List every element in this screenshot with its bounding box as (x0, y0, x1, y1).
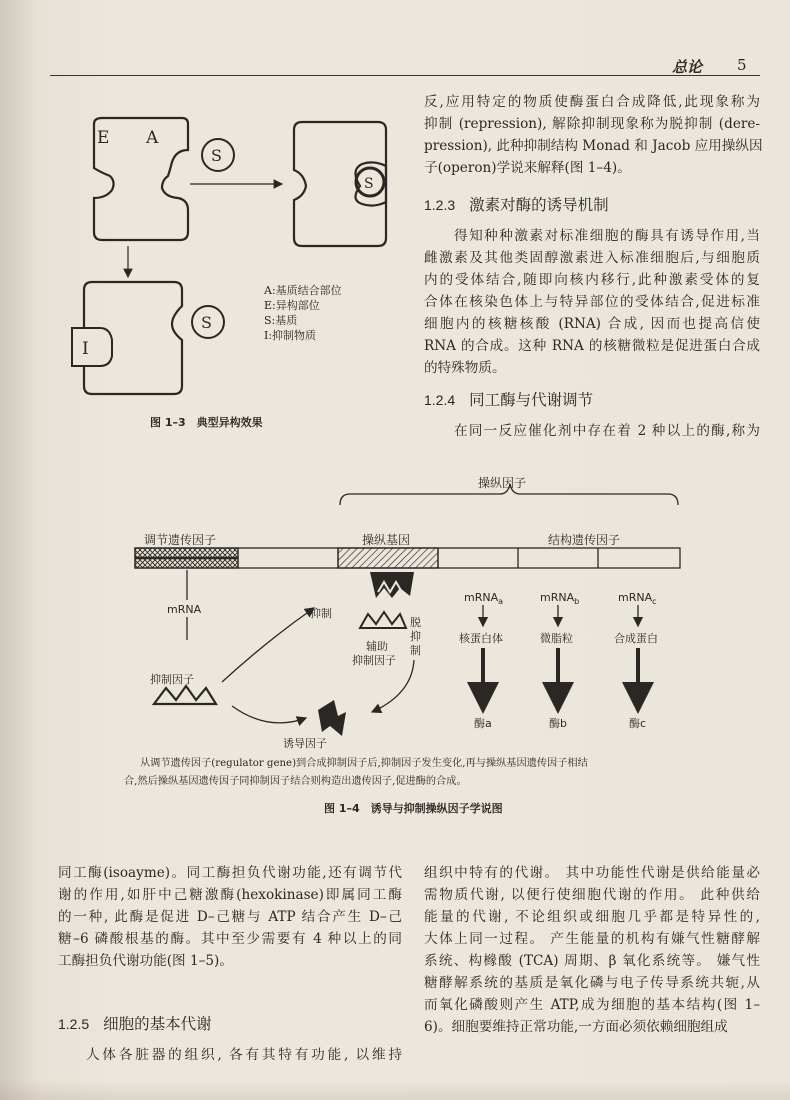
legend-item-a: A:基质结合部位 (264, 284, 342, 297)
label-mrna-b: mRNA$_b$ (540, 591, 580, 606)
arrow-derepress (372, 660, 414, 712)
auxiliary-repressor-shape (360, 612, 406, 628)
label-auxiliary-2: 抑制因子 (352, 654, 396, 667)
fig13-caption: 图 1–3 典型异构效果 (150, 416, 263, 429)
label-structural-genes: 结构遗传因子 (548, 533, 621, 547)
label-enzyme-a: 酶a (474, 717, 492, 730)
label-repressor: 抑制因子 (150, 673, 194, 686)
isozyme-intro-paragraph (424, 420, 760, 442)
legend-item-i: I:抑制物质 (264, 329, 317, 342)
label-product-synthetic-protein: 合成蛋白 (614, 632, 658, 645)
text-line: 组织中特有的代谢。 其中功能性代谢是供给能量必 (424, 865, 760, 881)
fig13-legend (264, 283, 342, 343)
label-operator-gene: 操纵基因 (362, 533, 411, 547)
text-line: 大体上同一过程。 产生能量的机构有嫌气性糖酵解 (424, 931, 760, 947)
text-line: 得知种种激素对标准细胞的酶具有诱导作用,当 (454, 228, 760, 244)
legend-item-e: E:异构部位 (264, 299, 320, 312)
label-mrna-regulator: mRNA (167, 603, 202, 616)
label-s-top: S (211, 146, 222, 165)
text-line: 谢的作用,如肝中己糖激酶(hexokinase)即属同工酶 (58, 887, 402, 903)
bound-repressor-shape (370, 572, 414, 598)
arrow-induce (232, 706, 306, 723)
cell-metabolism-intro-paragraph (58, 1044, 402, 1066)
section-number: 1.2.4 (424, 392, 456, 408)
section-title: 激素对酶的诱导机制 (469, 196, 609, 214)
text-line: 细胞内的核糖核酸 (RNA) 合成, 因而也提高信使 (424, 316, 760, 332)
text-line: 雌激素及其他类固醇激素进入标准细胞后,与细胞质 (424, 250, 760, 266)
label-regulator-gene: 调节遗传因子 (144, 533, 217, 547)
label-derepress-3: 制 (410, 644, 421, 657)
text-line: 反,应用特定的物质使酶蛋白合成降低,此现象称为 (424, 94, 760, 110)
section-number: 1.2.3 (424, 197, 456, 213)
inducer-shape (318, 700, 346, 736)
running-header-title: 总论 (672, 58, 703, 76)
note-line: 从调节遗传因子(regulator gene)到合成抑制因子后,抑制因子发生变化,再与操纵基因遗传因子相结 (140, 758, 588, 769)
hormone-paragraph (424, 225, 760, 379)
label-enzyme-b: 酶b (549, 717, 567, 730)
label-operon: 操纵因子 (478, 476, 527, 490)
section-title: 同工酶与代谢调节 (469, 391, 594, 409)
label-product-liposome: 微脂粒 (540, 632, 573, 645)
label-enzyme-c: 酶c (629, 717, 647, 730)
section-number: 1.2.5 (58, 1016, 90, 1032)
text-line: 同工酶(isoayme)。同工酶担负代谢功能,还有调节代 (58, 865, 402, 881)
text-line: 糖酵解系统的基质是氧化磷与电子传导系统共轭,从 (424, 975, 760, 991)
section-heading-1-2-4 (424, 388, 593, 410)
text-line: 的一种, 此酶是促进 D–己糖与 ATP 结合产生 D–己 (58, 909, 402, 925)
text-line: 在同一反应催化剂中存在着 2 种以上的酶,称为 (454, 423, 760, 439)
text-line: 内的受体结合,随即向核内移行,此种激素受体的复 (424, 272, 760, 288)
label-inducer: 诱导因子 (283, 737, 327, 750)
label-i: I (82, 339, 89, 359)
section-title: 细胞的基本代谢 (103, 1015, 212, 1033)
text-line: 合体在核染色体上与特异部位的受体结合,促进标准 (424, 294, 760, 310)
structural-arrows (483, 605, 638, 710)
text-line: 系统、构橼酸 (TCA) 周期、β 氧化系统等。 嫌气性 (424, 953, 760, 969)
text-line: 工酶担负代谢功能(图 1–5)。 (58, 953, 233, 969)
text-line: pression), 此种抑制结构 Monad 和 Jacob 应用操纵因 (424, 138, 763, 154)
label-mrna-a: mRNA$_a$ (464, 591, 504, 606)
label-auxiliary-1: 辅助 (366, 640, 388, 653)
fig14-caption: 图 1–4 诱导与抑制操纵因子学说图 (324, 802, 503, 815)
right-top-paragraph (424, 91, 763, 179)
text-line: 的特殊物质。 (424, 360, 506, 376)
inhibitor-shape (72, 328, 112, 366)
legend-item-s: S:基质 (264, 314, 298, 327)
label-e: E (97, 128, 110, 148)
label-a: A (146, 128, 159, 148)
text-line: RNA 的合成。这种 RNA 的核糖微粒是促进蛋白合成 (424, 338, 760, 354)
label-s-bottom: S (201, 313, 212, 332)
text-line: 需物质代谢, 以便行使细胞代谢的作用。 此种供给 (424, 887, 760, 903)
label-derepress-1: 脱 (410, 616, 421, 629)
text-line: 6)。细胞要维持正常功能,一方面必须依赖细胞组成 (424, 1019, 728, 1035)
arrow-repress (222, 608, 314, 682)
text-line: 而氧化磷酸则产生 ATP,成为细胞的基本结构(图 1– (424, 997, 760, 1013)
text-line: 抑制 (repression), 解除抑制现象称为脱抑制 (dere- (424, 116, 760, 132)
text-line: 人体各脏器的组织, 各有其特有功能, 以维持 (86, 1047, 402, 1063)
label-derepress-2: 抑 (410, 630, 421, 643)
text-line: 糖–6 磷酸根基的酶。其中至少需要有 4 种以上的同 (58, 931, 402, 947)
label-mrna-c: mRNA$_c$ (618, 591, 657, 606)
label-repress: 抑制 (310, 607, 332, 620)
gene-bar (135, 548, 680, 568)
section-heading-1-2-5 (58, 1012, 212, 1034)
right-bottom-paragraph (424, 862, 760, 1038)
section-heading-1-2-3 (424, 193, 609, 215)
text-line: 能量的代谢, 不论组织或细胞几乎都是特异性的, (424, 909, 760, 925)
note-line: 合,然后操纵基因遗传因子同抑制因子结合则构造出遗传因子,促进酶的合成。 (124, 776, 467, 787)
fig14-note (124, 755, 588, 791)
label-s-bound: S (364, 176, 374, 192)
left-bottom-paragraph (58, 862, 402, 972)
label-product-ribosome: 核蛋白体 (459, 632, 503, 645)
page-number: 5 (737, 56, 747, 74)
repressor-shape (154, 686, 216, 704)
text-line: 子(operon)学说来解释(图 1–4)。 (424, 160, 631, 176)
